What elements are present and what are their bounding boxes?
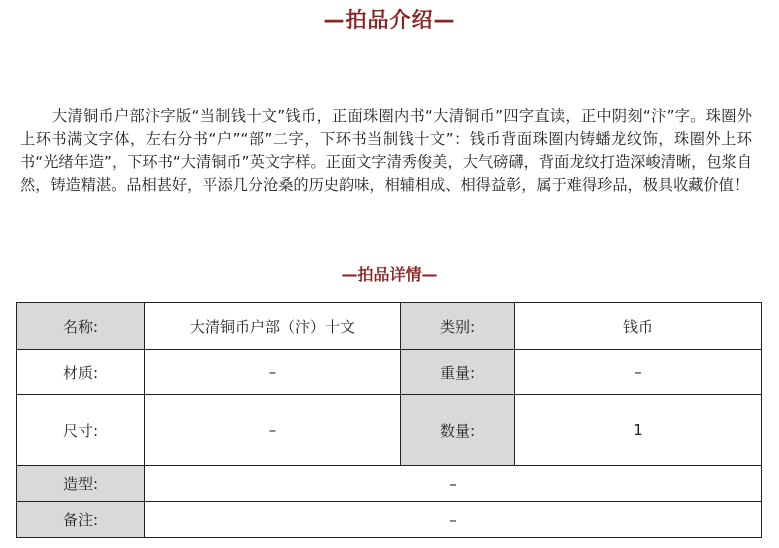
category-label: 类别: <box>401 303 515 350</box>
note-value: – <box>145 502 762 538</box>
quantity-value: 1 <box>515 395 762 466</box>
name-label: 名称: <box>17 303 145 350</box>
material-label: 材质: <box>17 350 145 395</box>
table-row <box>17 303 762 350</box>
material-value: – <box>145 350 401 395</box>
table-row <box>17 502 762 538</box>
quantity-label: 数量: <box>401 395 515 466</box>
size-value: – <box>145 395 401 466</box>
category-value: 钱币 <box>515 303 762 350</box>
table-row <box>17 466 762 502</box>
weight-value: – <box>515 350 762 395</box>
intro-heading: —拍品介绍— <box>323 8 456 32</box>
weight-label: 重量: <box>401 350 515 395</box>
intro-paragraph: 大清铜币户部汴字版“当制钱十文”钱币，正面珠圈内书“大清铜币”四字直读，正中阴刻“汴”字。珠圈外上环书满文字体，左右分书“户”“部”二字，下环书当制钱十文”：钱币背面珠圈内铸蟠龙纹饰，珠圈外上环书“光绪年造”，下环书“大清铜币”英文字样。正面文字清秀俊美，大气磅礴，背面龙纹打造深峻清晰，包浆自然，铸造精湛。品相甚好，平添几分沧桑的历史韵味，相辅相成、相得益彰，属于难得珍品，极具收藏价值！ <box>20 107 752 195</box>
details-heading: —拍品详情— <box>341 265 438 284</box>
shape-value: – <box>145 466 762 502</box>
note-label: 备注: <box>17 502 145 538</box>
shape-label: 造型: <box>17 466 145 502</box>
name-value: 大清铜币户部（汴）十文 <box>145 303 401 350</box>
size-label: 尺寸: <box>17 395 145 466</box>
table-row <box>17 350 762 395</box>
table-row <box>17 395 762 466</box>
details-table <box>16 302 762 538</box>
